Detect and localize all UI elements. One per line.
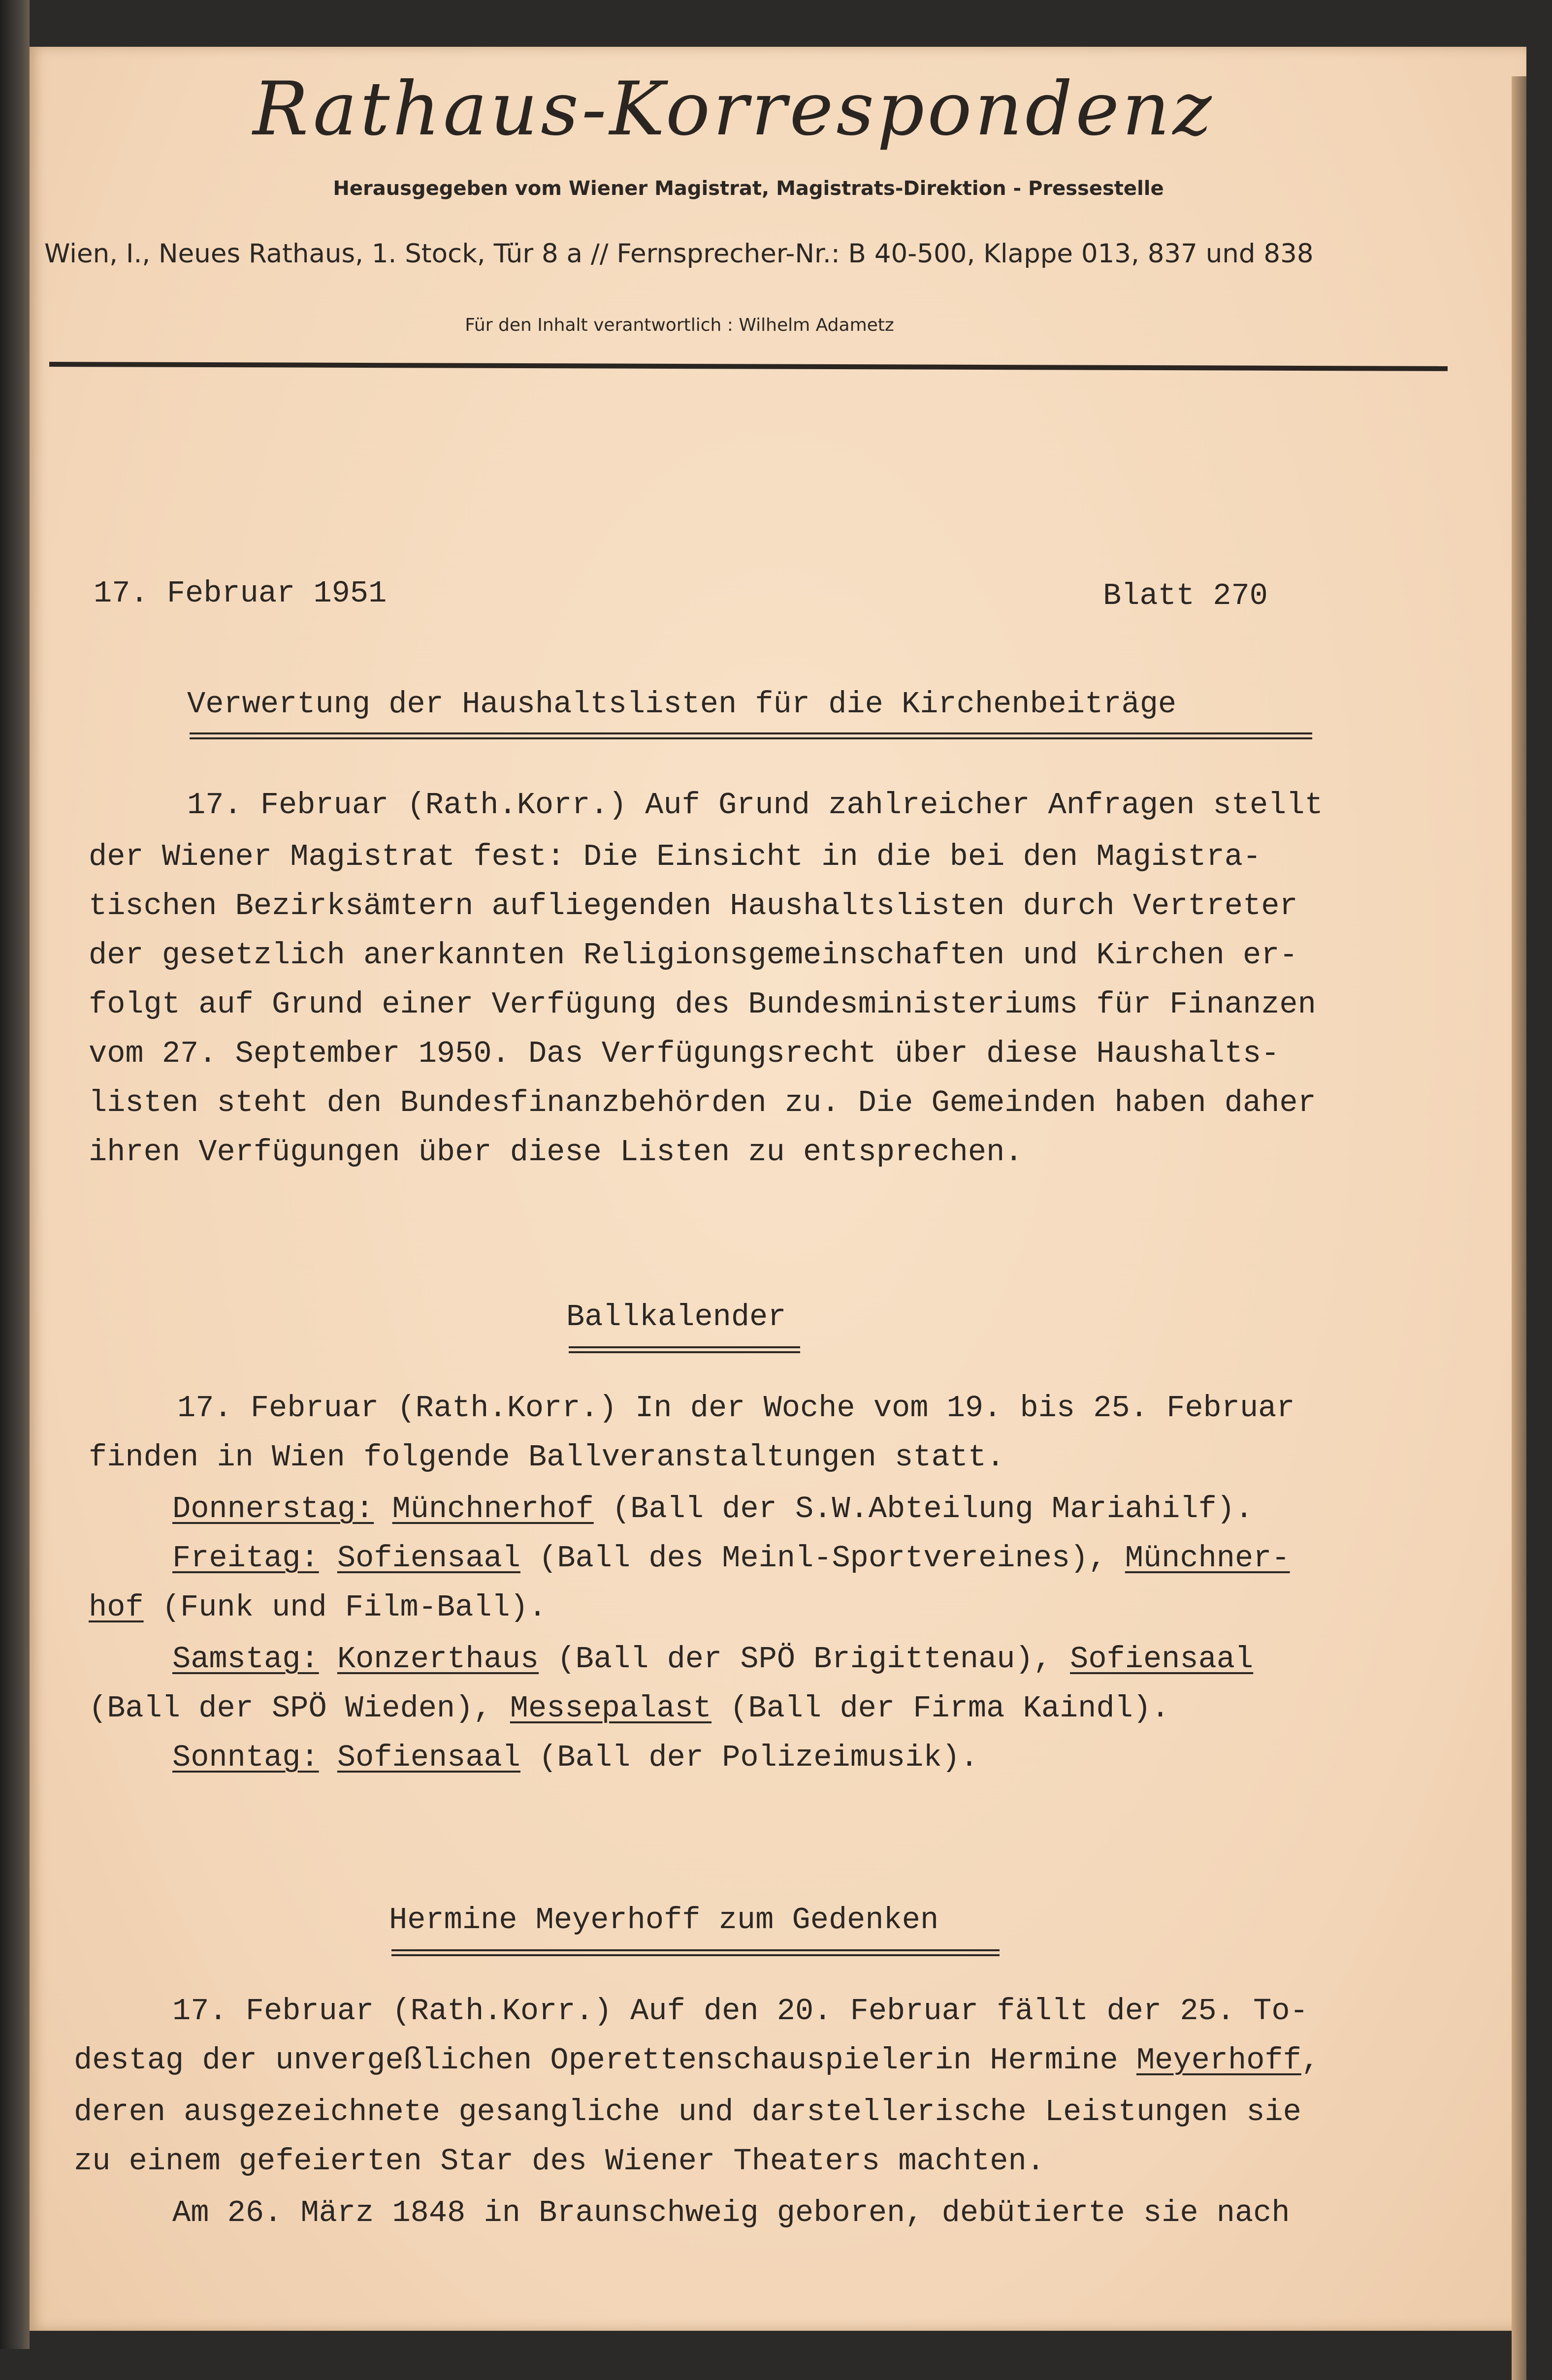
masthead-responsible: Für den Inhalt verantwortlich : Wilhelm Adametz — [465, 315, 894, 335]
ball-saturday-cont — [89, 1691, 1169, 1726]
section1-line: folgt auf Grund einer Verfügung des Bundesministeriums für Finanzen — [89, 987, 1316, 1022]
ball-description: (Funk und Film-Ball). — [143, 1590, 547, 1625]
name-underlined: Meyerhoff — [1136, 2043, 1301, 2078]
ball-description: (Ball der S.W.Abteilung Mariahilf). — [593, 1491, 1254, 1526]
venue: Messepalast — [510, 1691, 712, 1726]
venue: hof — [89, 1590, 144, 1625]
page-edge — [1512, 76, 1526, 2380]
ball-sunday — [172, 1740, 978, 1776]
section3-line — [74, 2043, 1320, 2078]
date-line: 17. Februar 1951 — [94, 576, 387, 611]
ball-thursday — [172, 1491, 1253, 1527]
section2-heading-underline — [569, 1346, 800, 1353]
day-label: Samstag: — [172, 1642, 319, 1677]
text: , — [1301, 2043, 1320, 2078]
ball-description: (Ball der Polizeimusik). — [520, 1740, 979, 1775]
section1-line: der gesetzlich anerkannten Religionsgemeinschaften und Kirchen er- — [89, 938, 1298, 973]
masthead-address: Wien, I., Neues Rathaus, 1. Stock, Tür 8 a // Fernsprecher-Nr.: B 40-500, Klappe 013, 837 und 838 — [44, 239, 1314, 269]
ball-friday-cont — [89, 1590, 547, 1625]
section3-line: deren ausgezeichnete gesangliche und darstellerische Leistungen sie — [74, 2094, 1301, 2129]
masthead-subtitle: Herausgegeben vom Wiener Magistrat, Magistrats-Direktion - Pressestelle — [333, 177, 1164, 200]
venue: Sofiensaal — [337, 1541, 520, 1576]
document-page — [30, 47, 1526, 2331]
section1-heading: Verwertung der Haushaltslisten für die Kirchenbeiträge — [187, 687, 1177, 722]
ball-friday — [172, 1541, 1290, 1576]
masthead-title: Rathaus-Korrespondenz — [253, 66, 1215, 152]
day-label: Sonntag: — [172, 1740, 319, 1775]
venue: Münchnerhof — [392, 1491, 594, 1526]
venue: Sofiensaal — [1070, 1642, 1254, 1677]
section3-line: Am 26. März 1848 in Braunschweig geboren, debütierte sie nach — [172, 2195, 1290, 2230]
ball-description: (Ball der SPÖ Brigittenau), — [539, 1642, 1070, 1677]
masthead-rule — [49, 362, 1448, 371]
text: destag der unvergeßlichen Operettenschauspielerin Hermine — [74, 2043, 1136, 2078]
section1-line: der Wiener Magistrat fest: Die Einsicht in die bei den Magistra- — [89, 839, 1261, 874]
venue: Konzerthaus — [337, 1642, 539, 1677]
section3-line: 17. Februar (Rath.Korr.) Auf den 20. Februar fällt der 25. To- — [172, 1994, 1308, 2029]
section1-line: 17. Februar (Rath.Korr.) Auf Grund zahlreicher Anfragen stellt — [187, 788, 1323, 823]
day-label: Freitag: — [172, 1541, 319, 1576]
book-binding — [0, 0, 30, 2349]
section3-line: zu einem gefeierten Star des Wiener Theaters machten. — [74, 2144, 1045, 2179]
section2-heading: Ballkalender — [566, 1300, 786, 1334]
sheet-number: Blatt 270 — [1103, 578, 1268, 613]
section2-line: 17. Februar (Rath.Korr.) In der Woche vom 19. bis 25. Februar — [177, 1391, 1295, 1426]
section1-line: listen steht den Bundesfinanzbehörden zu. Die Gemeinden haben daher — [89, 1085, 1316, 1120]
ball-description: (Ball der Firma Kaindl). — [711, 1691, 1170, 1726]
section1-line: tischen Bezirksämtern aufliegenden Haushaltslisten durch Vertreter — [89, 889, 1298, 923]
section2-line: finden in Wien folgende Ballveranstaltungen statt. — [89, 1440, 1005, 1475]
section3-heading: Hermine Meyerhoff zum Gedenken — [389, 1903, 939, 1937]
section1-heading-underline — [190, 732, 1312, 739]
ball-saturday — [172, 1642, 1253, 1677]
day-label: Donnerstag: — [172, 1491, 374, 1526]
section1-line: vom 27. September 1950. Das Verfügungsrecht über diese Haushalts- — [89, 1036, 1280, 1071]
section1-line: ihren Verfügungen über diese Listen zu entsprechen. — [89, 1135, 1023, 1170]
section3-heading-underline — [391, 1949, 1000, 1956]
ball-description: (Ball des Meinl-Sportvereines), — [520, 1541, 1125, 1576]
venue: Münchner- — [1125, 1541, 1290, 1576]
venue: Sofiensaal — [337, 1740, 520, 1775]
ball-description: (Ball der SPÖ Wieden), — [89, 1691, 510, 1726]
